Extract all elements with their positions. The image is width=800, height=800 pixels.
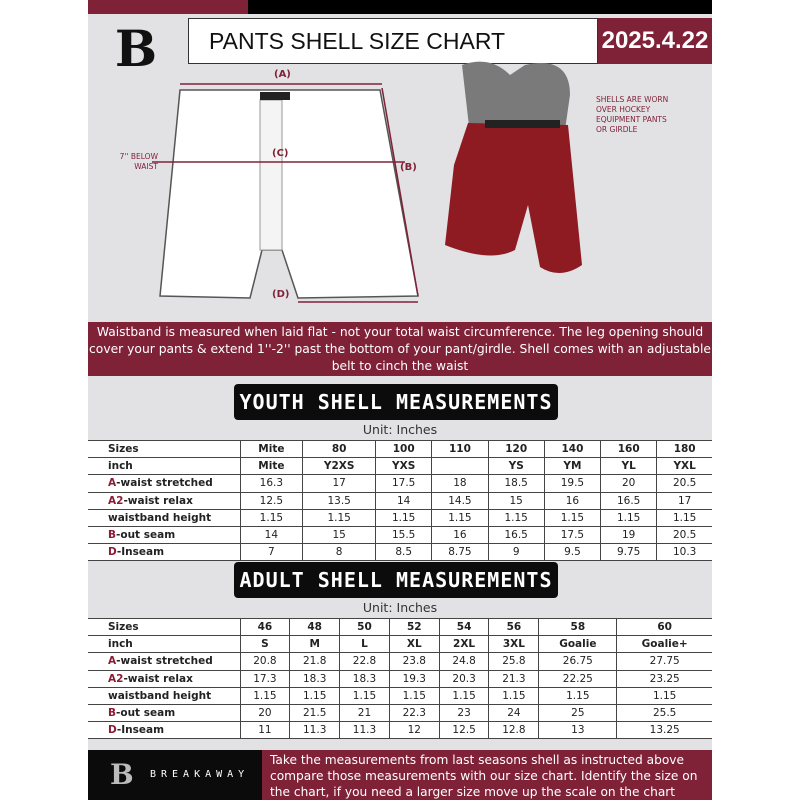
table-cell: 14 [376, 492, 432, 509]
table-cell: 19 [601, 526, 657, 543]
row-label [88, 509, 240, 526]
table-cell: 16 [432, 526, 488, 543]
row-label-text: inch [108, 460, 133, 473]
table-cell: 23.25 [617, 670, 712, 687]
table-cell: 1.15 [290, 687, 340, 704]
table-cell: 24 [489, 704, 539, 721]
table-cell: 140 [544, 441, 600, 458]
table-cell: YXS [376, 458, 432, 475]
table-cell: 17.3 [240, 670, 290, 687]
table-cell: 16.5 [601, 492, 657, 509]
table-cell: 25.8 [489, 653, 539, 670]
table-cell: 1.15 [303, 509, 376, 526]
youth-size-table [88, 440, 712, 561]
row-label-prefix: A2 [108, 494, 124, 507]
table-cell: 120 [488, 441, 544, 458]
table-cell: 1.15 [389, 687, 439, 704]
table-row [88, 704, 712, 721]
table-cell: 15 [303, 526, 376, 543]
table-cell: 22.25 [539, 670, 617, 687]
table-row [88, 619, 712, 636]
table-row [88, 492, 712, 509]
row-label-prefix: D [108, 546, 117, 559]
table-cell: YS [488, 458, 544, 475]
table-cell: YXL [657, 458, 712, 475]
table-cell: M [290, 636, 340, 653]
row-label-prefix: D [108, 724, 117, 737]
footer-brand-name: BREAKAWAY [150, 769, 250, 780]
table-cell: Y2XS [303, 458, 376, 475]
brand-logo: B [114, 19, 158, 78]
table-cell: 1.15 [488, 509, 544, 526]
table-cell: 18.3 [340, 670, 390, 687]
row-label [88, 526, 240, 543]
table-cell: 1.15 [489, 687, 539, 704]
table-cell: 46 [240, 619, 290, 636]
row-label-text: -out seam [116, 529, 176, 542]
table-cell: L [340, 636, 390, 653]
table-cell: 15.5 [376, 526, 432, 543]
table-row [88, 636, 712, 653]
table-cell: 1.15 [657, 509, 712, 526]
date-badge: 2025.4.22 [598, 18, 712, 64]
table-cell: 160 [601, 441, 657, 458]
table-cell: 80 [303, 441, 376, 458]
table-cell: 23.8 [389, 653, 439, 670]
table-cell: 56 [489, 619, 539, 636]
row-label-text: -out seam [116, 707, 176, 720]
table-cell: 14.5 [432, 492, 488, 509]
row-label-text: -Inseam [116, 724, 165, 737]
table-cell: 21.8 [290, 653, 340, 670]
table-cell: 1.15 [240, 687, 290, 704]
table-cell: XL [389, 636, 439, 653]
table-cell: 20 [601, 475, 657, 492]
table-cell: 2XL [439, 636, 489, 653]
table-cell: 20.3 [439, 670, 489, 687]
table-cell: 13.5 [303, 492, 376, 509]
table-cell: 1.15 [617, 687, 712, 704]
table-cell: 7 [240, 544, 303, 561]
table-cell: 11 [240, 722, 290, 739]
table-row [88, 670, 712, 687]
table-cell: 11.3 [340, 722, 390, 739]
table-cell: 50 [340, 619, 390, 636]
table-cell: YM [544, 458, 600, 475]
table-cell: 25 [539, 704, 617, 721]
table-cell: 9.5 [544, 544, 600, 561]
label-c: (C) [272, 148, 289, 159]
table-cell: 20.8 [240, 653, 290, 670]
table-cell: 23 [439, 704, 489, 721]
table-cell: 12 [389, 722, 439, 739]
table-cell: 14 [240, 526, 303, 543]
row-label [88, 636, 240, 653]
table-cell: 19.3 [389, 670, 439, 687]
table-row [88, 441, 712, 458]
table-cell: 18.5 [488, 475, 544, 492]
row-label-prefix: B [108, 529, 117, 542]
table-cell: 12.5 [439, 722, 489, 739]
row-label-text: Sizes [108, 443, 139, 456]
table-cell: 1.15 [601, 509, 657, 526]
table-cell: Goalie+ [617, 636, 712, 653]
row-label [88, 492, 240, 509]
row-label [88, 653, 240, 670]
row-label [88, 475, 240, 492]
table-row [88, 509, 712, 526]
table-cell: 25.5 [617, 704, 712, 721]
youth-section-title: YOUTH SHELL MEASUREMENTS [234, 384, 558, 420]
table-row [88, 475, 712, 492]
row-label [88, 544, 240, 561]
top-accent-bar [88, 0, 248, 14]
table-cell: 100 [376, 441, 432, 458]
footer-instructions: Take the measurements from last seasons shell as instructed above compare those measurements with our size chart. Identify the size on the chart, if you need a larger size move up the scale on the chart [262, 750, 712, 800]
table-cell: 15 [488, 492, 544, 509]
table-row [88, 458, 712, 475]
table-cell: 19.5 [544, 475, 600, 492]
table-cell: 21.3 [489, 670, 539, 687]
table-cell: 16 [544, 492, 600, 509]
table-cell: 58 [539, 619, 617, 636]
table-cell: 60 [617, 619, 712, 636]
row-label [88, 704, 240, 721]
row-label [88, 687, 240, 704]
row-label-text: -waist relax [123, 494, 193, 507]
row-label-prefix: A2 [108, 672, 124, 685]
table-cell: S [240, 636, 290, 653]
row-label-text: inch [108, 638, 133, 651]
adult-unit-label: Unit: Inches [362, 600, 438, 615]
table-cell: 10.3 [657, 544, 712, 561]
table-cell: 1.15 [539, 687, 617, 704]
table-cell: 9.75 [601, 544, 657, 561]
row-label [88, 619, 240, 636]
pants-shell-photo [440, 55, 590, 285]
row-label-text: waistband height [108, 511, 212, 524]
table-cell: 24.8 [439, 653, 489, 670]
table-row [88, 526, 712, 543]
table-cell: 26.75 [539, 653, 617, 670]
table-cell: 16.3 [240, 475, 303, 492]
table-cell: 20.5 [657, 475, 712, 492]
measurement-instructions-banner: Waistband is measured when laid flat - not your total waist circumference. The leg opening should cover your pants & extend 1''-2'' past the bottom of your pant/girdle. Shell comes with an adjustable belt to cinch the waist [88, 322, 712, 376]
table-cell: 22.3 [389, 704, 439, 721]
table-cell: 21 [340, 704, 390, 721]
table-row [88, 544, 712, 561]
row-label-text: waistband height [108, 689, 212, 702]
table-cell: 1.15 [340, 687, 390, 704]
table-cell: 1.15 [240, 509, 303, 526]
table-cell: 18 [432, 475, 488, 492]
table-cell: 21.5 [290, 704, 340, 721]
table-cell: 1.15 [439, 687, 489, 704]
table-cell: 52 [389, 619, 439, 636]
table-row [88, 722, 712, 739]
table-cell: 17 [303, 475, 376, 492]
table-cell: 12.5 [240, 492, 303, 509]
row-label [88, 441, 240, 458]
table-cell [432, 458, 488, 475]
table-cell: 54 [439, 619, 489, 636]
footer-logo: B [110, 758, 134, 791]
row-label-prefix: B [108, 707, 117, 720]
table-cell: Goalie [539, 636, 617, 653]
table-cell: 22.8 [340, 653, 390, 670]
photo-note: SHELLS ARE WORN OVER HOCKEY EQUIPMENT PANTS OR GIRDLE [596, 95, 669, 134]
table-cell: 20.5 [657, 526, 712, 543]
table-cell: 1.15 [544, 509, 600, 526]
label-b: (B) [400, 162, 417, 173]
table-row [88, 653, 712, 670]
label-a: (A) [274, 69, 291, 80]
table-cell: 12.8 [489, 722, 539, 739]
table-cell: 3XL [489, 636, 539, 653]
below-waist-note: 7'' BELOW WAIST [119, 152, 158, 171]
row-label-text: -waist stretched [116, 477, 213, 490]
row-label [88, 458, 240, 475]
table-cell: 27.75 [617, 653, 712, 670]
row-label-text: -waist relax [123, 672, 193, 685]
table-cell: 17.5 [544, 526, 600, 543]
table-cell: 17 [657, 492, 712, 509]
table-cell: 8 [303, 544, 376, 561]
table-cell: Mite [240, 441, 303, 458]
table-cell: 110 [432, 441, 488, 458]
table-cell: 13 [539, 722, 617, 739]
table-cell: Mite [240, 458, 303, 475]
table-cell: 20 [240, 704, 290, 721]
row-label-text: Sizes [108, 621, 139, 634]
pants-diagram [150, 70, 430, 310]
table-cell: 8.75 [432, 544, 488, 561]
adult-size-table [88, 618, 712, 739]
page-title: PANTS SHELL SIZE CHART [188, 18, 598, 64]
table-cell: 1.15 [432, 509, 488, 526]
row-label-prefix: A [108, 655, 117, 668]
youth-unit-label: Unit: Inches [362, 422, 438, 437]
table-cell: 180 [657, 441, 712, 458]
table-cell: 13.25 [617, 722, 712, 739]
adult-section-title: ADULT SHELL MEASUREMENTS [234, 562, 558, 598]
row-label [88, 722, 240, 739]
table-cell: 8.5 [376, 544, 432, 561]
table-cell: 16.5 [488, 526, 544, 543]
label-d: (D) [272, 289, 290, 300]
row-label [88, 670, 240, 687]
row-label-text: -Inseam [116, 546, 165, 559]
table-cell: 17.5 [376, 475, 432, 492]
table-cell: 9 [488, 544, 544, 561]
top-black-bar [248, 0, 712, 14]
row-label-text: -waist stretched [116, 655, 213, 668]
row-label-prefix: A [108, 477, 117, 490]
table-cell: 48 [290, 619, 340, 636]
table-row [88, 687, 712, 704]
table-cell: 1.15 [376, 509, 432, 526]
table-cell: YL [601, 458, 657, 475]
table-cell: 11.3 [290, 722, 340, 739]
table-cell: 18.3 [290, 670, 340, 687]
